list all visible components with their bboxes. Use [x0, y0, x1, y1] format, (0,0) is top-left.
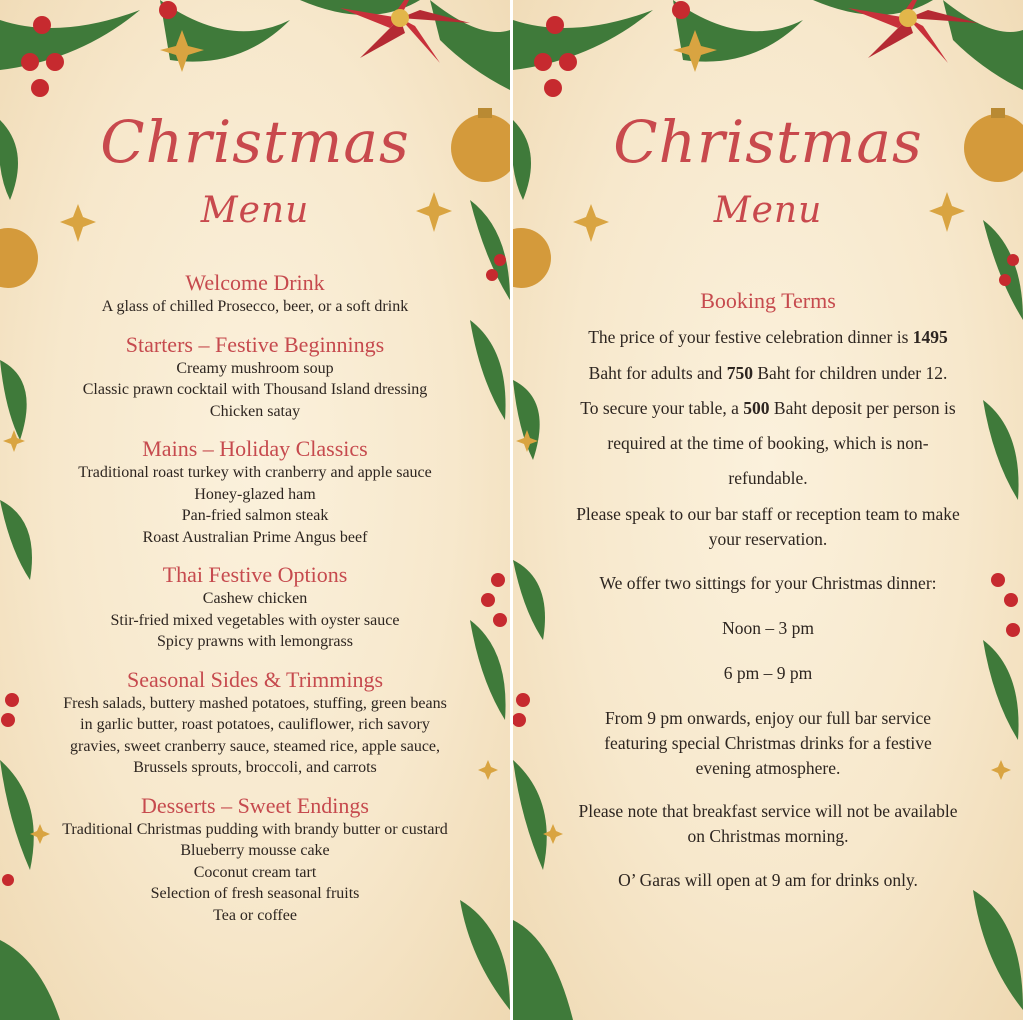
menu-item: Cashew chicken	[202, 590, 308, 607]
deposit-text: Baht deposit per person is	[769, 398, 956, 418]
menu-item: in garlic butter, roast potatoes, cauliflower, rich savory	[80, 716, 430, 733]
menu-item: Selection of fresh seasonal fruits	[150, 885, 360, 902]
menu-title: Christmas	[100, 108, 410, 176]
section-title: Welcome Drink	[185, 270, 325, 295]
child-price: 750	[726, 363, 753, 383]
section-starters	[0, 332, 510, 423]
menu-panel-right	[513, 0, 1023, 1020]
deposit-text: To secure your table, a	[580, 398, 744, 418]
price-line-1	[513, 327, 1023, 348]
section-title: Desserts – Sweet Endings	[141, 792, 369, 818]
menu-item: Spicy prawns with lemongrass	[157, 633, 353, 650]
sitting-1: Noon – 3 pm	[722, 618, 814, 638]
menu-title: Christmas	[613, 108, 923, 176]
menu-item: Creamy mushroom soup	[176, 359, 334, 377]
poinsettia-icon	[848, 0, 978, 63]
menu-item: Traditional Christmas pudding with brandy butter or custard	[62, 820, 448, 838]
booking-terms-title: Booking Terms	[700, 288, 836, 313]
section-desserts	[0, 793, 510, 927]
bar-line-1: From 9 pm onwards, enjoy our full bar service	[604, 708, 932, 728]
menu-subtitle: Menu	[713, 190, 823, 231]
menu-item: Coconut cream tart	[193, 863, 317, 881]
menu-item: A glass of chilled Prosecco, beer, or a soft drink	[101, 298, 409, 315]
menu-content	[0, 270, 510, 940]
menu-subtitle: Menu	[200, 190, 310, 231]
section-thai-options	[0, 562, 510, 653]
opening-note: O’ Garas will open at 9 am for drinks only.	[618, 870, 918, 890]
price-text: Baht for adults and	[588, 363, 727, 383]
adult-price: 1495	[912, 327, 948, 347]
menu-item: Tea or coffee	[213, 906, 297, 924]
menu-item: Chicken satay	[209, 402, 301, 420]
section-sides	[0, 667, 510, 779]
menu-item: gravies, sweet cranberry sauce, steamed rice, apple sauce,	[69, 737, 441, 755]
deposit-line-3: refundable.	[728, 468, 808, 488]
menu-item: Classic prawn cocktail with Thousand Island dressing	[82, 381, 428, 398]
reserve-line-1: Please speak to our bar staff or reception team to make	[576, 504, 960, 524]
section-title: Starters – Festive Beginnings	[125, 331, 385, 357]
deposit-line-2: required at the time of booking, which is non-	[607, 433, 929, 453]
menu-item: Blueberry mousse cake	[180, 842, 330, 859]
menu-item: Roast Australian Prime Angus beef	[142, 528, 368, 546]
menu-item: Fresh salads, buttery mashed potatoes, stuffing, green beans	[63, 694, 447, 712]
price-text: The price of your festive celebration dinner is	[588, 327, 913, 347]
sittings-intro: We offer two sittings for your Christmas dinner:	[599, 573, 937, 593]
menu-panel-left	[0, 0, 510, 1020]
bar-line-2: featuring special Christmas drinks for a festive	[604, 733, 932, 753]
price-line-2	[513, 363, 1023, 384]
section-title: Seasonal Sides & Trimmings	[126, 666, 384, 692]
bar-line-3: evening atmosphere.	[695, 758, 841, 778]
price-text: Baht for children under 12.	[752, 363, 948, 383]
sitting-2: 6 pm – 9 pm	[723, 663, 813, 683]
menu-item: Stir-fried mixed vegetables with oyster sauce	[110, 611, 400, 629]
section-title: Thai Festive Options	[162, 562, 348, 587]
menu-item: Honey-glazed ham	[194, 485, 316, 503]
deposit-amount: 500	[743, 398, 770, 418]
deposit-line-1	[513, 398, 1023, 419]
section-welcome-drink	[0, 270, 510, 318]
poinsettia-icon	[340, 0, 470, 63]
section-title: Mains – Holiday Classics	[142, 436, 368, 461]
section-mains	[0, 436, 510, 548]
breakfast-line-2: on Christmas morning.	[687, 826, 849, 846]
menu-item: Brussels sprouts, broccoli, and carrots	[133, 759, 377, 776]
menu-item: Traditional roast turkey with cranberry and apple sauce	[78, 464, 432, 481]
menu-item: Pan-fried salmon steak	[181, 507, 329, 524]
breakfast-line-1: Please note that breakfast service will not be available	[578, 801, 958, 821]
reserve-line-2: your reservation.	[708, 529, 828, 549]
